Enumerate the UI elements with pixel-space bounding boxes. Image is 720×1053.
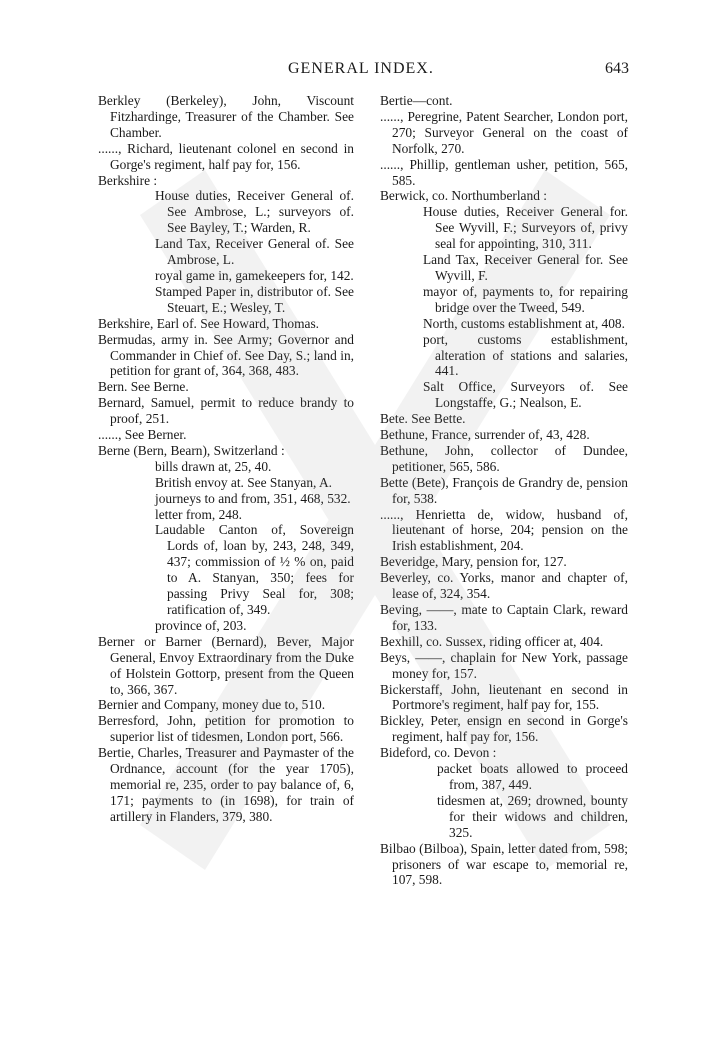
index-entry: Bethune, France, surrender of, 43, 428. [380, 427, 590, 443]
index-entry: Berkley (Berkeley), John, Viscount Fitzhardinge, Treasurer of the Chamber. See Chamber. [98, 93, 354, 140]
index-entry: Salt Office, Surveyors of. See Longstaffe, G.; Nealson, E. [423, 379, 628, 411]
index-entry: Bickley, Peter, ensign en second in Gorge's regiment, half pay for, 156. [380, 713, 628, 745]
index-entry: tidesmen at, 269; drowned, bounty for their widows and children, 325. [437, 792, 628, 840]
index-entry: ......, Richard, lieutenant colonel en second in Gorge's regiment, half pay for, 156. [98, 140, 354, 172]
index-entry: province of, 203. [155, 617, 247, 633]
index-entry: Beverley, co. Yorks, manor and chapter of, lease of, 324, 354. [380, 570, 628, 602]
index-entry: ......, Peregrine, Patent Searcher, London port, 270; Surveyor General on the coast of Norfolk, 270. [380, 108, 628, 156]
index-entry: Bideford, co. Devon : [380, 745, 497, 761]
index-entry: House duties, Receiver General for. See Wyvill, F.; Surveyors of, privy seal for appointing, 310, 311. [423, 204, 628, 252]
index-entry: Bertie, Charles, Treasurer and Paymaster of the Ordnance, account (for the year 1705), memorial re, 235, order to pay balance of, 6, 171; payments to (in 1698), for train of artillery in Flanders, 379, 380. [98, 745, 354, 824]
index-entry: Berkshire : [98, 172, 158, 188]
index-entry: Berkshire, Earl of. See Howard, Thomas. [98, 315, 320, 331]
index-entry: Bern. See Berne. [98, 379, 189, 395]
index-entry: Bette (Bete), François de Grandry de, pension for, 538. [380, 474, 628, 506]
index-entry: Berne (Bern, Bearn), Switzerland : [98, 442, 285, 458]
index-entry: British envoy at. See Stanyan, A. [155, 474, 333, 490]
index-entry: bills drawn at, 25, 40. [155, 458, 272, 474]
index-entry: Berresford, John, petition for promotion to superior list of tidesmen, London port, 566. [98, 713, 354, 745]
right-column [380, 93, 628, 888]
index-entry: Beveridge, Mary, pension for, 127. [380, 554, 567, 570]
index-entry: Bete. See Bette. [380, 411, 466, 427]
index-entry: royal game in, gamekeepers for, 142. [155, 267, 354, 283]
index-entry: Bilbao (Bilboa), Spain, letter dated from, 598; prisoners of war escape to, memorial re, 107, 598. [380, 840, 628, 888]
index-entry: Bethune, John, collector of Dundee, petitioner, 565, 586. [380, 442, 628, 474]
index-entry: Beving, ——, mate to Captain Clark, reward for, 133. [380, 602, 628, 633]
index-entry: ......, Phillip, gentleman usher, petition, 565, 585. [380, 156, 628, 188]
index-entry: mayor of, payments to, for repairing bridge over the Tweed, 549. [423, 283, 628, 315]
left-column [98, 93, 354, 825]
index-entry: North, customs establishment at, 408. [423, 315, 625, 331]
index-entry: Bernier and Company, money due to, 510. [98, 697, 326, 713]
index-entry: Bernard, Samuel, permit to reduce brandy to proof, 251. [98, 395, 354, 427]
index-entry: Berner or Barner (Bernard), Bever, Major General, Envoy Extraordinary from the Duke of Holstein Gottorp, present from the Queen to, 366, 367. [98, 633, 354, 697]
running-title: GENERAL INDEX. [288, 60, 434, 77]
index-entry: Stamped Paper in, distributor of. See Steuart, E.; Wesley, T. [155, 283, 354, 315]
index-entry: Bermudas, army in. See Army; Governor and Commander in Chief of. See Day, S.; land in, petition for grant of, 364, 368, 483. [98, 331, 354, 379]
index-entry: packet boats allowed to proceed from, 387, 449. [437, 761, 628, 792]
index-entry: Bickerstaff, John, lieutenant en second in Portmore's regiment, half pay for, 155. [380, 681, 628, 713]
index-entry: Laudable Canton of, Sovereign Lords of, loan by, 243, 248, 349, 437; commission of ½ % on, paid to A. Stanyan, 350; fees for passing Privy Seal for, 308; ratification of, 349. [155, 522, 354, 617]
index-entry: port, customs establishment, alteration of stations and salaries, 441. [423, 331, 628, 379]
page-number: 643 [605, 60, 629, 77]
index-entry: Beys, ——, chaplain for New York, passage money for, 157. [380, 649, 628, 681]
index-entry: journeys to and from, 351, 468, 532. [155, 490, 351, 506]
index-entry: letter from, 248. [155, 506, 243, 522]
index-entry: ......, See Berner. [98, 427, 187, 443]
index-entry: Bertie—cont. [380, 93, 453, 108]
index-entry: Berwick, co. Northumberland : [380, 188, 547, 204]
index-entry: ......, Henrietta de, widow, husband of, lieutenant of horse, 204; pension on the Irish establishment, 204. [380, 506, 628, 554]
index-entry: Land Tax, Receiver General of. See Ambrose, L. [155, 236, 354, 268]
index-entry: Land Tax, Receiver General for. See Wyvill, F. [423, 252, 628, 283]
index-entry: Bexhill, co. Sussex, riding officer at, 404. [380, 633, 604, 649]
index-entry: House duties, Receiver General of. See Ambrose, L.; surveyors of. See Bayley, T.; Warden, R. [155, 188, 354, 236]
